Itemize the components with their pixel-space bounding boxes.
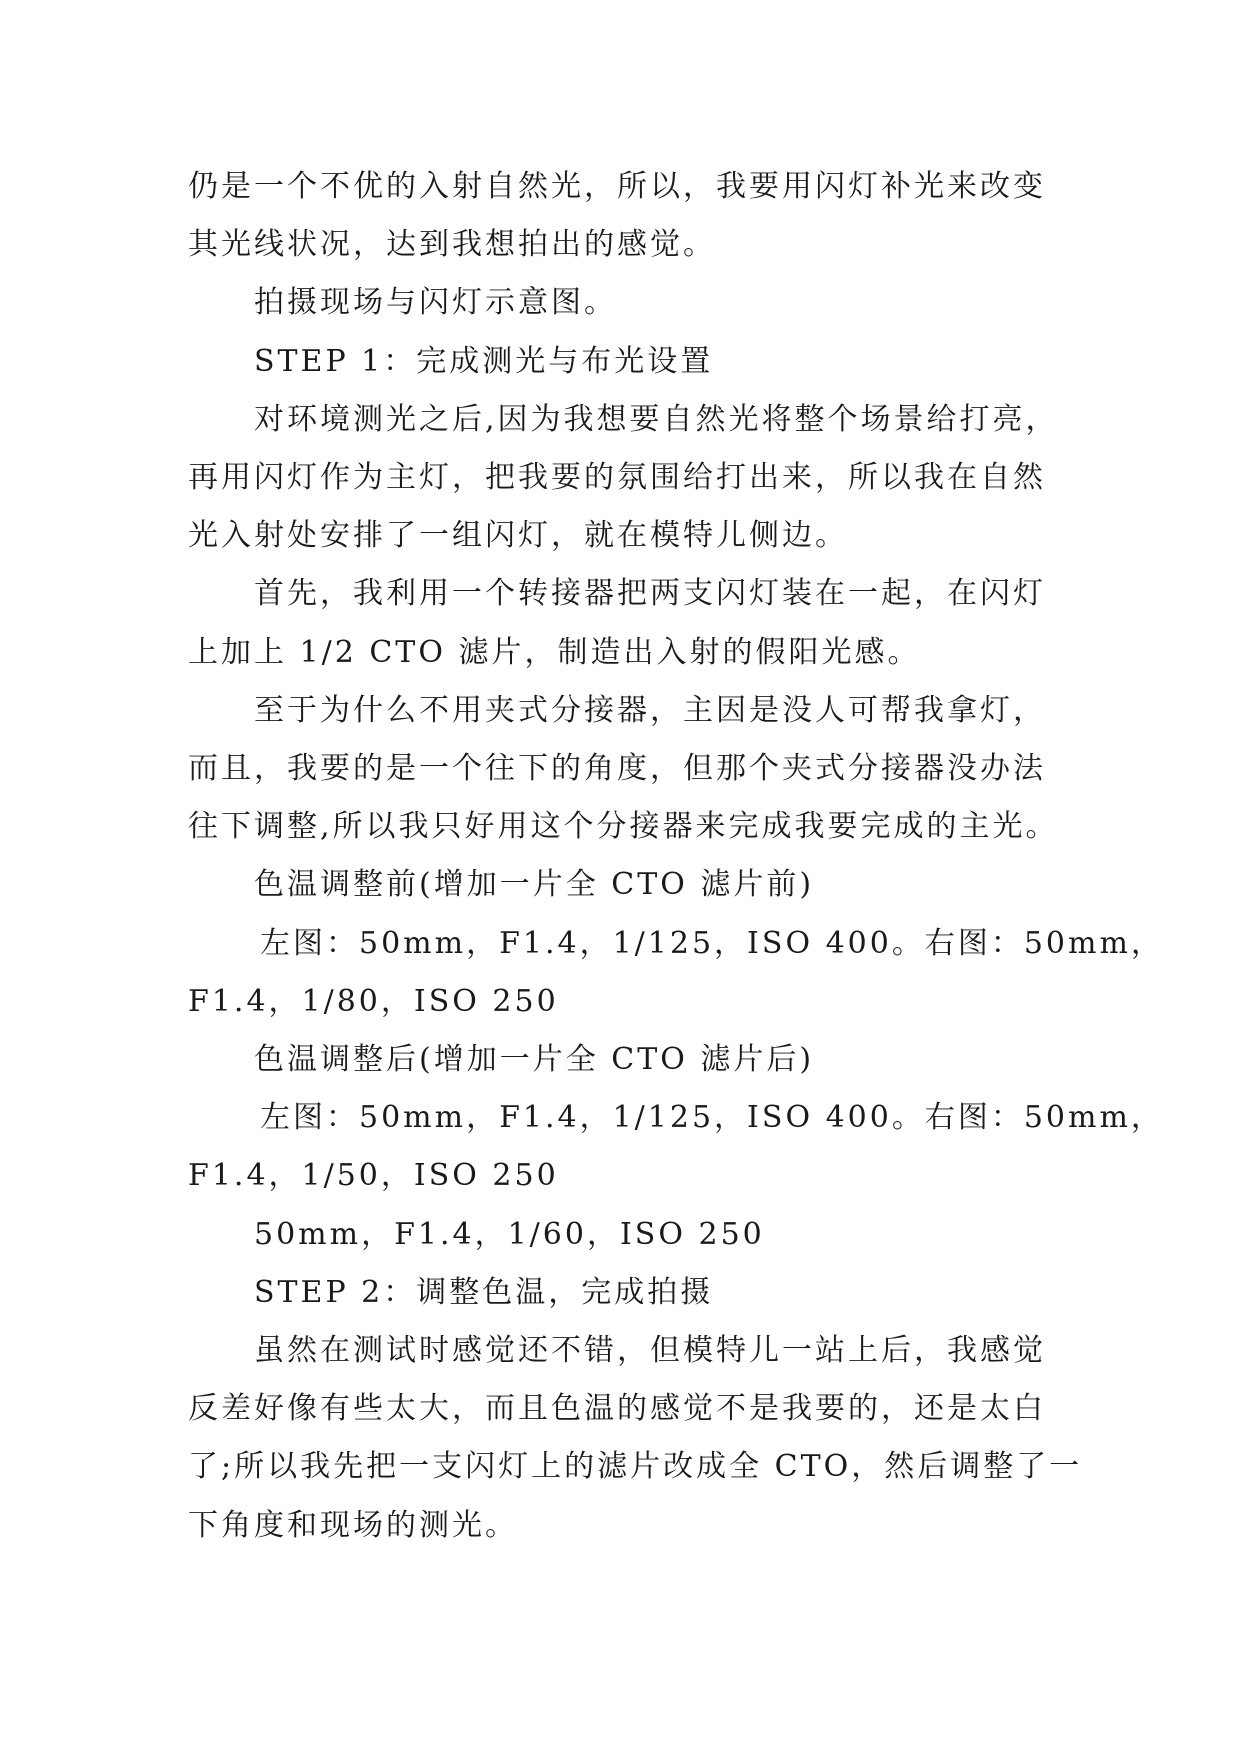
settings-line: F1.4，1/80，ISO 250 bbox=[188, 983, 559, 1019]
body-line: 光入射处安排了一组闪灯，就在模特儿侧边。 bbox=[188, 518, 848, 554]
caption-line: 色温调整后(增加一片全 CTO 滤片后) bbox=[254, 1042, 815, 1078]
settings-line: 左图：50mm，F1.4，1/125，ISO 400。右图：50mm， bbox=[260, 925, 1164, 961]
body-line: 首先，我利用一个转接器把两支闪灯装在一起，在闪灯 bbox=[254, 576, 1046, 612]
body-line: 虽然在测试时感觉还不错，但模特儿一站上后，我感觉 bbox=[254, 1333, 1046, 1369]
body-line: 上加上 1/2 CTO 滤片，制造出入射的假阳光感。 bbox=[188, 634, 921, 670]
settings-line: F1.4，1/50，ISO 250 bbox=[188, 1158, 559, 1194]
body-line: 往下调整,所以我只好用这个分接器来完成我要完成的主光。 bbox=[188, 809, 1059, 845]
body-line: 再用闪灯作为主灯，把我要的氛围给打出来，所以我在自然 bbox=[188, 460, 1046, 496]
body-line: 下角度和现场的测光。 bbox=[188, 1507, 518, 1543]
step-heading: STEP 2：调整色温，完成拍摄 bbox=[254, 1274, 714, 1310]
body-line: 了;所以我先把一支闪灯上的滤片改成全 CTO，然后调整了一 bbox=[188, 1449, 1083, 1485]
caption-line: 色温调整前(增加一片全 CTO 滤片前) bbox=[254, 867, 815, 903]
settings-line: 左图：50mm，F1.4，1/125，ISO 400。右图：50mm， bbox=[260, 1100, 1164, 1136]
settings-line: 50mm，F1.4，1/60，ISO 250 bbox=[254, 1216, 765, 1252]
body-line: 至于为什么不用夹式分接器，主因是没人可帮我拿灯， bbox=[254, 692, 1046, 728]
body-line: 而且，我要的是一个往下的角度，但那个夹式分接器没办法 bbox=[188, 751, 1046, 787]
body-line: 其光线状况，达到我想拍出的感觉。 bbox=[188, 227, 716, 263]
caption-line: 拍摄现场与闪灯示意图。 bbox=[254, 285, 617, 321]
body-line: 仍是一个不优的入射自然光，所以，我要用闪灯补光来改变 bbox=[188, 169, 1046, 204]
step-heading: STEP 1：完成测光与布光设置 bbox=[254, 343, 714, 379]
body-line: 对环境测光之后,因为我想要自然光将整个场景给打亮， bbox=[254, 401, 1059, 437]
document-body bbox=[188, 158, 1164, 1555]
body-line: 反差好像有些太大，而且色温的感觉不是我要的，还是太白 bbox=[188, 1391, 1046, 1427]
